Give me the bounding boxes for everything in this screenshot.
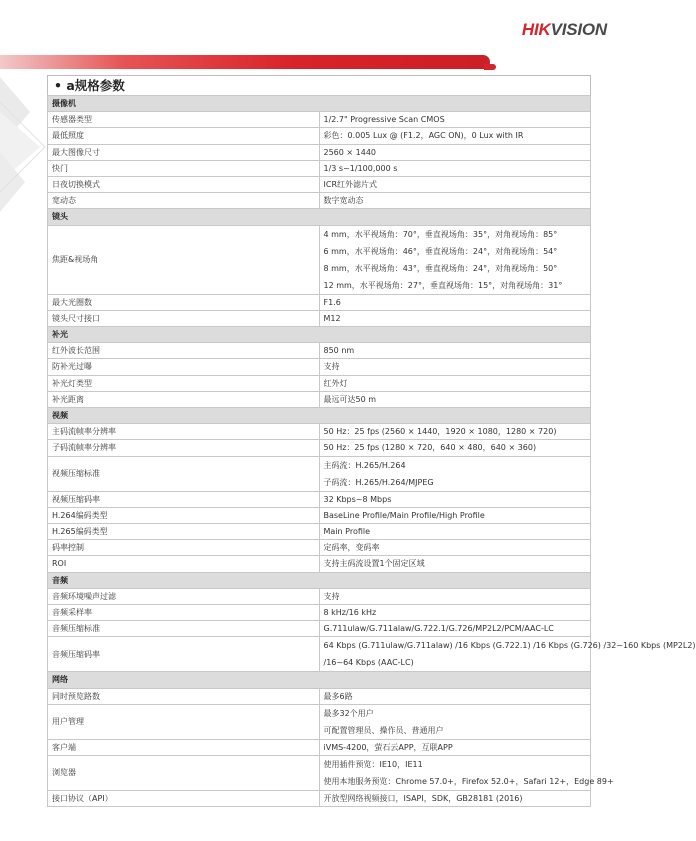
- spec-row: [48, 791, 591, 807]
- spec-row: [48, 193, 591, 209]
- spec-value: [319, 294, 591, 310]
- spec-value-line: BaseLine Profile/Main Profile/High Profile: [323, 510, 485, 520]
- spec-key: 主码流帧率分辨率: [48, 424, 320, 440]
- spec-key: 音频环境噪声过滤: [48, 588, 320, 604]
- section-header-label: 视频: [48, 408, 591, 424]
- spec-value-line: 数字宽动态: [323, 196, 364, 206]
- spec-key: 视频压缩码率: [48, 491, 320, 507]
- spec-value: [319, 540, 591, 556]
- section-header: [48, 672, 591, 688]
- spec-value-line: 850 nm: [323, 346, 355, 356]
- spec-value-line: 1/3 s~1/100,000 s: [323, 163, 398, 173]
- spec-value: [319, 688, 591, 704]
- section-header-label: 网络: [48, 672, 591, 688]
- spec-row: [48, 391, 591, 407]
- section-header: [48, 327, 591, 343]
- spec-value-line: 彩色：0.005 Lux @ (F1.2，AGC ON)，0 Lux with IR: [323, 131, 524, 141]
- spec-key: 防补光过曝: [48, 359, 320, 375]
- spec-value-line: 主码流：H.265/H.264: [323, 460, 406, 470]
- spec-row: [48, 343, 591, 359]
- spec-value: [319, 605, 591, 621]
- spec-key: 红外波长范围: [48, 343, 320, 359]
- spec-value-line: 12 mm，水平视场角：27°，垂直视场角：15°，对角视场角：31°: [323, 280, 563, 290]
- spec-row: [48, 605, 591, 621]
- spec-key: 快门: [48, 160, 320, 176]
- spec-row: [48, 756, 591, 791]
- spec-row: [48, 540, 591, 556]
- spec-value-line: ICR红外滤片式: [323, 180, 378, 190]
- spec-key: 音频压缩码率: [48, 637, 320, 672]
- spec-key: 镜头尺寸接口: [48, 310, 320, 326]
- spec-row: [48, 704, 591, 739]
- spec-key: 补光灯类型: [48, 375, 320, 391]
- spec-value: [319, 507, 591, 523]
- spec-value-line: 子码流：H.265/H.264/MJPEG: [323, 477, 434, 487]
- spec-row: [48, 456, 591, 491]
- spec-key: 客户端: [48, 739, 320, 755]
- spec-value: [319, 343, 591, 359]
- spec-key: 日夜切换模式: [48, 177, 320, 193]
- spec-key: 用户管理: [48, 704, 320, 739]
- spec-value-line: 6 mm，水平视场角：46°，垂直视场角：24°，对角视场角：54°: [323, 246, 558, 256]
- spec-value-line: 最多32个用户: [323, 708, 374, 718]
- spec-value-line: 64 Kbps (G.711ulaw/G.711alaw) /16 Kbps (G.722.1) /16 Kbps (G.726) /32~160 Kbps (MP2L2): [323, 641, 696, 651]
- spec-value: [319, 375, 591, 391]
- spec-value-line: 8 kHz/16 kHz: [323, 608, 377, 618]
- section-header: [48, 209, 591, 225]
- spec-row: [48, 128, 591, 144]
- spec-value-line: 2560 × 1440: [323, 147, 377, 157]
- spec-row: [48, 112, 591, 128]
- spec-key: 子码流帧率分辨率: [48, 440, 320, 456]
- spec-value: [319, 225, 591, 294]
- spec-key: 最大光圈数: [48, 294, 320, 310]
- spec-value: [319, 588, 591, 604]
- section-header: [48, 408, 591, 424]
- spec-row: [48, 621, 591, 637]
- spec-value-line: /16~64 Kbps (AAC-LC): [323, 658, 414, 668]
- spec-key: 焦距&视场角: [48, 225, 320, 294]
- spec-key: H.265编码类型: [48, 524, 320, 540]
- spec-value: [319, 739, 591, 755]
- spec-value-line: 使用本地服务预览：Chrome 57.0+，Firefox 52.0+，Safari 12+，Edge 89+: [323, 777, 614, 787]
- spec-value: [319, 177, 591, 193]
- spec-value: [319, 144, 591, 160]
- spec-row: [48, 507, 591, 523]
- spec-key: H.264编码类型: [48, 507, 320, 523]
- spec-value: [319, 424, 591, 440]
- spec-key: 浏览器: [48, 756, 320, 791]
- spec-key: 码率控制: [48, 540, 320, 556]
- decorative-arrows-graphic: [0, 72, 52, 222]
- spec-value-line: 1/2.7" Progressive Scan CMOS: [323, 115, 445, 125]
- spec-key: 最低照度: [48, 128, 320, 144]
- page-title: • a规格参数: [47, 75, 591, 95]
- spec-row: [48, 294, 591, 310]
- spec-value: [319, 193, 591, 209]
- spec-row: [48, 375, 591, 391]
- spec-key: ROI: [48, 556, 320, 572]
- spec-row: [48, 637, 591, 672]
- spec-value: [319, 310, 591, 326]
- spec-value: [319, 456, 591, 491]
- spec-value-line: G.711ulaw/G.711alaw/G.722.1/G.726/MP2L2/PCM/AAC-LC: [323, 624, 554, 634]
- spec-row: [48, 556, 591, 572]
- spec-value: [319, 440, 591, 456]
- spec-row: [48, 310, 591, 326]
- spec-value-line: 支持: [323, 591, 340, 601]
- spec-value-line: F1.6: [323, 297, 341, 307]
- spec-value-line: 32 Kbps~8 Mbps: [323, 494, 392, 504]
- spec-value-line: 红外灯: [323, 378, 348, 388]
- spec-value-line: 可配置管理员、操作员、普通用户: [323, 725, 444, 735]
- spec-row: [48, 160, 591, 176]
- spec-row: [48, 359, 591, 375]
- spec-value-line: Main Profile: [323, 527, 371, 537]
- spec-row: [48, 177, 591, 193]
- spec-value-line: 50 Hz：25 fps (1280 × 720，640 × 480，640 × 360): [323, 443, 537, 453]
- spec-value: [319, 359, 591, 375]
- spec-key: 补光距离: [48, 391, 320, 407]
- spec-key: 视频压缩标准: [48, 456, 320, 491]
- spec-value-line: 使用插件预览：IE10，IE11: [323, 760, 423, 770]
- spec-value-line: 8 mm，水平视场角：43°，垂直视场角：24°，对角视场角：50°: [323, 263, 558, 273]
- spec-row: [48, 524, 591, 540]
- spec-value: [319, 756, 614, 791]
- spec-key: 最大图像尺寸: [48, 144, 320, 160]
- spec-row: [48, 491, 591, 507]
- section-header-label: 镜头: [48, 209, 591, 225]
- spec-value-line: 最多6路: [323, 691, 353, 701]
- section-header-label: 补光: [48, 327, 591, 343]
- section-header-label: 摄像机: [48, 96, 591, 112]
- spec-key: 传感器类型: [48, 112, 320, 128]
- spec-row: [48, 225, 591, 294]
- spec-value-line: 定码率，变码率: [323, 543, 380, 553]
- section-header-label: 音频: [48, 572, 591, 588]
- spec-value-line: 最远可达50 m: [323, 394, 377, 404]
- spec-row: [48, 440, 591, 456]
- spec-key: 音频压缩标准: [48, 621, 320, 637]
- spec-value: [319, 704, 591, 739]
- spec-value-line: 4 mm，水平视场角：70°，垂直视场角：35°，对角视场角：85°: [323, 229, 558, 239]
- spec-value: [319, 391, 591, 407]
- spec-key: 同时预览路数: [48, 688, 320, 704]
- spec-value: [319, 556, 591, 572]
- spec-row: [48, 144, 591, 160]
- spec-value: [319, 524, 591, 540]
- spec-value: [319, 791, 591, 807]
- spec-value-line: iVMS-4200，萤石云APP，互联APP: [323, 742, 453, 752]
- spec-key: 接口协议（API）: [48, 791, 320, 807]
- spec-row: [48, 424, 591, 440]
- spec-key: 宽动态: [48, 193, 320, 209]
- spec-value: [319, 112, 591, 128]
- spec-row: [48, 739, 591, 755]
- spec-value-line: 支持主码流设置1个固定区域: [323, 559, 425, 569]
- spec-row: [48, 688, 591, 704]
- spec-row: [48, 588, 591, 604]
- section-header: [48, 96, 591, 112]
- spec-value: [319, 637, 696, 672]
- header-red-bar: [0, 55, 490, 69]
- spec-value-line: 支持: [323, 362, 340, 372]
- spec-table: [47, 95, 696, 807]
- section-header: [48, 572, 591, 588]
- spec-value: [319, 160, 591, 176]
- spec-value-line: M12: [323, 313, 341, 323]
- spec-value: [319, 128, 591, 144]
- spec-key: 音频采样率: [48, 605, 320, 621]
- spec-value-line: 开放型网络视频接口，ISAPI，SDK，GB28181 (2016): [323, 794, 523, 804]
- spec-value: [319, 491, 591, 507]
- spec-value: [319, 621, 591, 637]
- spec-value-line: 50 Hz：25 fps (2560 × 1440，1920 × 1080，1280 × 720): [323, 427, 557, 437]
- hikvision-logo: HIKVISION: [521, 20, 607, 39]
